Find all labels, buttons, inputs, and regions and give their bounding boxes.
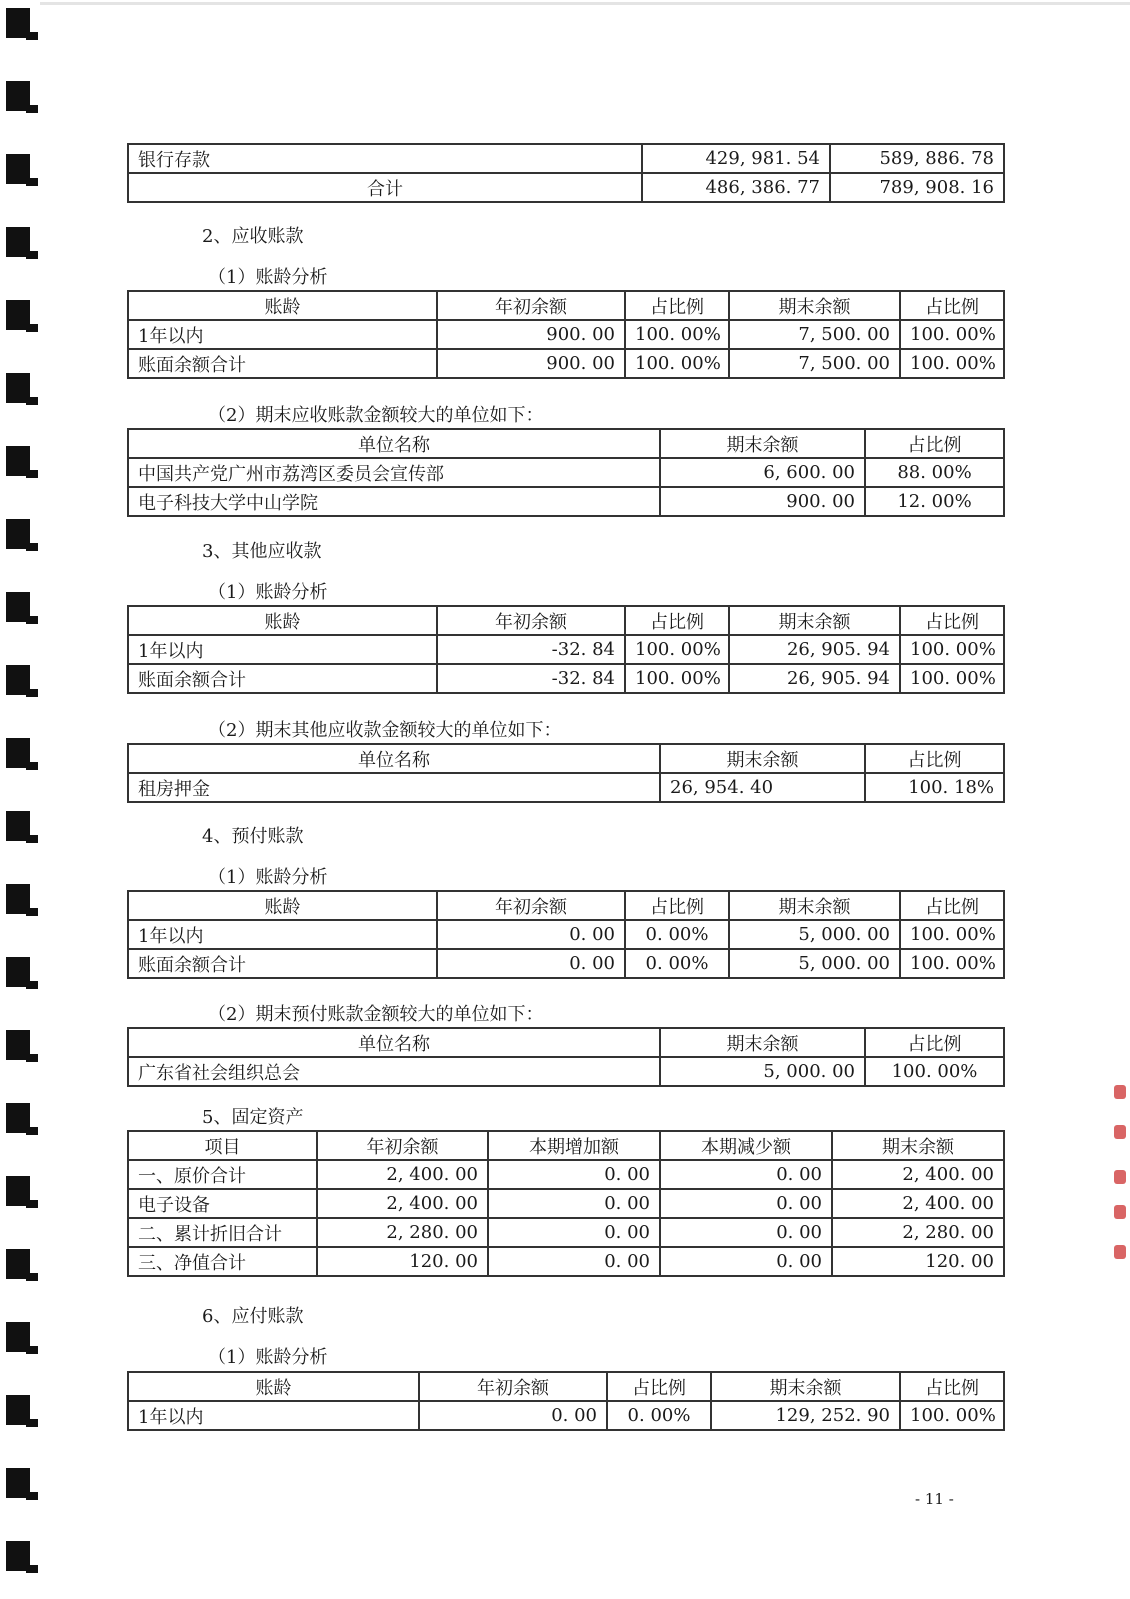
- table-cell: 2, 400. 00: [317, 1189, 488, 1218]
- table-header-row: [128, 891, 1004, 920]
- table-row: [128, 773, 1004, 802]
- row-label: 1年以内: [128, 920, 437, 949]
- column-header: 年初余额: [437, 291, 625, 320]
- prepayments-top-units-table: [127, 1027, 1005, 1087]
- table-cell: 2, 280. 00: [317, 1218, 488, 1247]
- table-cell: 100. 00%: [625, 349, 729, 378]
- table-cell: 100. 00%: [900, 349, 1004, 378]
- subsection-aging: （1）账龄分析: [208, 867, 328, 888]
- receivables-top-units-table: [127, 428, 1005, 517]
- row-label: 账面余额合计: [128, 664, 437, 693]
- table-cell: 0. 00%: [625, 920, 729, 949]
- subsection-aging: （1）账龄分析: [208, 267, 328, 288]
- column-header: 账龄: [128, 891, 437, 920]
- binding-hole: [6, 738, 30, 768]
- table-cell: 100. 00%: [900, 920, 1004, 949]
- table-row: [128, 664, 1004, 693]
- column-header: 本期减少额: [660, 1131, 832, 1160]
- table-cell: 88. 00%: [865, 458, 1004, 487]
- cash-table: [127, 143, 1005, 203]
- table-cell: 0. 00: [660, 1189, 832, 1218]
- binding-hole: [6, 8, 30, 38]
- table-cell: 6, 600. 00: [660, 458, 865, 487]
- table-cell: 2, 400. 00: [832, 1160, 1004, 1189]
- binding-hole: [6, 154, 30, 184]
- row-label: 二、累计折旧合计: [128, 1218, 317, 1247]
- cash-total-begin: 486, 386. 77: [642, 173, 830, 202]
- column-header: 单位名称: [128, 1028, 660, 1057]
- row-label: 中国共产党广州市荔湾区委员会宣传部: [128, 458, 660, 487]
- row-label: 电子科技大学中山学院: [128, 487, 660, 516]
- table-cell: 100. 00%: [625, 320, 729, 349]
- table-row: [128, 320, 1004, 349]
- table-row: [128, 1189, 1004, 1218]
- binding-hole: [6, 884, 30, 914]
- binding-hole: [6, 446, 30, 476]
- row-label: 广东省社会组织总会: [128, 1057, 660, 1086]
- column-header: 期末余额: [729, 606, 900, 635]
- table-cell: 0. 00: [660, 1247, 832, 1276]
- subsection-top-units: （2）期末预付账款金额较大的单位如下：: [208, 1004, 544, 1025]
- binding-hole: [6, 1468, 30, 1498]
- subsection-top-units: （2）期末其他应收款金额较大的单位如下：: [208, 720, 562, 741]
- column-header: 期末余额: [660, 744, 865, 773]
- table-cell: 2, 280. 00: [832, 1218, 1004, 1247]
- binding-hole: [6, 1249, 30, 1279]
- table-cell: 0. 00: [488, 1160, 660, 1189]
- table-row: [128, 920, 1004, 949]
- table-cell: 26, 905. 94: [729, 664, 900, 693]
- column-header: 年初余额: [437, 891, 625, 920]
- table-cell: 100. 00%: [900, 635, 1004, 664]
- table-cell: 0. 00%: [607, 1401, 711, 1430]
- red-seal-fragment: [1100, 1085, 1130, 1265]
- page-number: - 11 -: [915, 1490, 954, 1508]
- table-cell: 7, 500. 00: [729, 349, 900, 378]
- receivables-aging-table: [127, 290, 1005, 379]
- column-header: 年初余额: [419, 1372, 607, 1401]
- cash-begin-value: 429, 981. 54: [642, 144, 830, 173]
- table-cell: 5, 000. 00: [729, 949, 900, 978]
- cash-total-label: 合计: [128, 173, 642, 202]
- binding-hole: [6, 1103, 30, 1133]
- table-header-row: [128, 429, 1004, 458]
- column-header: 占比例: [900, 1372, 1004, 1401]
- subsection-aging: （1）账龄分析: [208, 1347, 328, 1368]
- row-label: 账面余额合计: [128, 349, 437, 378]
- prepayments-aging-table: [127, 890, 1005, 979]
- table-cell: 2, 400. 00: [832, 1189, 1004, 1218]
- table-row: [128, 1218, 1004, 1247]
- table-cell: 100. 00%: [900, 1401, 1004, 1430]
- table-cell: -32. 84: [437, 635, 625, 664]
- binding-hole: [6, 592, 30, 622]
- binding-hole: [6, 811, 30, 841]
- table-row: [128, 349, 1004, 378]
- binding-hole: [6, 81, 30, 111]
- fixed-assets-table: [127, 1130, 1005, 1277]
- table-cell: 0. 00: [488, 1247, 660, 1276]
- column-header: 账龄: [128, 1372, 419, 1401]
- binding-hole: [6, 227, 30, 257]
- table-cell: 5, 000. 00: [729, 920, 900, 949]
- column-header: 占比例: [607, 1372, 711, 1401]
- table-cell: 100. 00%: [625, 664, 729, 693]
- table-cell: 0. 00: [437, 949, 625, 978]
- table-row: [128, 635, 1004, 664]
- row-label: 1年以内: [128, 1401, 419, 1430]
- table-row: [128, 1160, 1004, 1189]
- payables-aging-table: [127, 1371, 1005, 1431]
- table-header-row: [128, 1372, 1004, 1401]
- table-cell: 100. 00%: [900, 949, 1004, 978]
- table-cell: 100. 00%: [865, 1057, 1004, 1086]
- cash-total-end: 789, 908. 16: [830, 173, 1004, 202]
- table-cell: 900. 00: [660, 487, 865, 516]
- column-header: 期末余额: [832, 1131, 1004, 1160]
- column-header: 占比例: [865, 1028, 1004, 1057]
- cash-item-label: 银行存款: [128, 144, 642, 173]
- table-cell: 900. 00: [437, 320, 625, 349]
- binding-hole: [6, 1541, 30, 1571]
- row-label: 1年以内: [128, 320, 437, 349]
- table-cell: 0. 00: [488, 1189, 660, 1218]
- binding-hole: [6, 373, 30, 403]
- row-label: 三、净值合计: [128, 1247, 317, 1276]
- table-header-row: [128, 1028, 1004, 1057]
- column-header: 年初余额: [437, 606, 625, 635]
- table-cell: 7, 500. 00: [729, 320, 900, 349]
- subsection-top-units: （2）期末应收账款金额较大的单位如下：: [208, 405, 544, 426]
- table-cell: 120. 00: [832, 1247, 1004, 1276]
- table-cell: 0. 00: [437, 920, 625, 949]
- scan-edge: [40, 2, 1130, 5]
- table-row: [128, 458, 1004, 487]
- row-label: 账面余额合计: [128, 949, 437, 978]
- column-header: 期末余额: [660, 429, 865, 458]
- column-header: 占比例: [625, 891, 729, 920]
- column-header: 占比例: [900, 291, 1004, 320]
- column-header: 年初余额: [317, 1131, 488, 1160]
- table-cell: 100. 00%: [900, 320, 1004, 349]
- table-row: [128, 487, 1004, 516]
- table-cell: -32. 84: [437, 664, 625, 693]
- table-header-row: [128, 1131, 1004, 1160]
- row-label: 租房押金: [128, 773, 660, 802]
- binding-hole: [6, 300, 30, 330]
- column-header: 占比例: [865, 429, 1004, 458]
- section-title-prepayments: 4、预付账款: [202, 826, 304, 847]
- binding-hole: [6, 1030, 30, 1060]
- table-cell: 12. 00%: [865, 487, 1004, 516]
- table-cell: 26, 905. 94: [729, 635, 900, 664]
- binding-hole: [6, 665, 30, 695]
- other-receivables-top-units-table: [127, 743, 1005, 803]
- column-header: 期末余额: [711, 1372, 900, 1401]
- table-header-row: [128, 744, 1004, 773]
- column-header: 账龄: [128, 606, 437, 635]
- table-row: [128, 1057, 1004, 1086]
- table-cell: 0. 00%: [625, 949, 729, 978]
- table-cell: 0. 00: [488, 1218, 660, 1247]
- table-cell: 5, 000. 00: [660, 1057, 865, 1086]
- column-header: 占比例: [625, 606, 729, 635]
- binding-hole: [6, 1322, 30, 1352]
- binding-hole: [6, 1395, 30, 1425]
- table-row: [128, 1247, 1004, 1276]
- column-header: 占比例: [625, 291, 729, 320]
- column-header: 单位名称: [128, 429, 660, 458]
- table-row: [128, 173, 1004, 202]
- table-cell: 100. 00%: [900, 664, 1004, 693]
- other-receivables-aging-table: [127, 605, 1005, 694]
- column-header: 项目: [128, 1131, 317, 1160]
- table-cell: 0. 00: [660, 1218, 832, 1247]
- table-header-row: [128, 291, 1004, 320]
- table-cell: 100. 00%: [625, 635, 729, 664]
- table-row: [128, 144, 1004, 173]
- cash-end-value: 589, 886. 78: [830, 144, 1004, 173]
- section-title-receivables: 2、应收账款: [202, 226, 304, 247]
- column-header: 期末余额: [729, 891, 900, 920]
- section-title-fixed-assets: 5、固定资产: [202, 1107, 304, 1128]
- binding-hole: [6, 1176, 30, 1206]
- binding-hole: [6, 957, 30, 987]
- row-label: 电子设备: [128, 1189, 317, 1218]
- section-title-other-receivables: 3、其他应收款: [202, 541, 322, 562]
- section-title-payables: 6、应付账款: [202, 1306, 304, 1327]
- table-cell: 0. 00: [660, 1160, 832, 1189]
- table-cell: 120. 00: [317, 1247, 488, 1276]
- column-header: 单位名称: [128, 744, 660, 773]
- column-header: 占比例: [865, 744, 1004, 773]
- binding-hole: [6, 519, 30, 549]
- table-header-row: [128, 606, 1004, 635]
- column-header: 期末余额: [660, 1028, 865, 1057]
- table-cell: 129, 252. 90: [711, 1401, 900, 1430]
- column-header: 占比例: [900, 606, 1004, 635]
- binding-holes: [0, 0, 40, 1599]
- table-cell: 900. 00: [437, 349, 625, 378]
- column-header: 账龄: [128, 291, 437, 320]
- table-cell: 100. 18%: [865, 773, 1004, 802]
- row-label: 一、原价合计: [128, 1160, 317, 1189]
- column-header: 期末余额: [729, 291, 900, 320]
- column-header: 本期增加额: [488, 1131, 660, 1160]
- subsection-aging: （1）账龄分析: [208, 582, 328, 603]
- table-cell: 26, 954. 40: [660, 773, 865, 802]
- row-label: 1年以内: [128, 635, 437, 664]
- table-row: [128, 949, 1004, 978]
- column-header: 占比例: [900, 891, 1004, 920]
- table-row: [128, 1401, 1004, 1430]
- table-cell: 0. 00: [419, 1401, 607, 1430]
- table-cell: 2, 400. 00: [317, 1160, 488, 1189]
